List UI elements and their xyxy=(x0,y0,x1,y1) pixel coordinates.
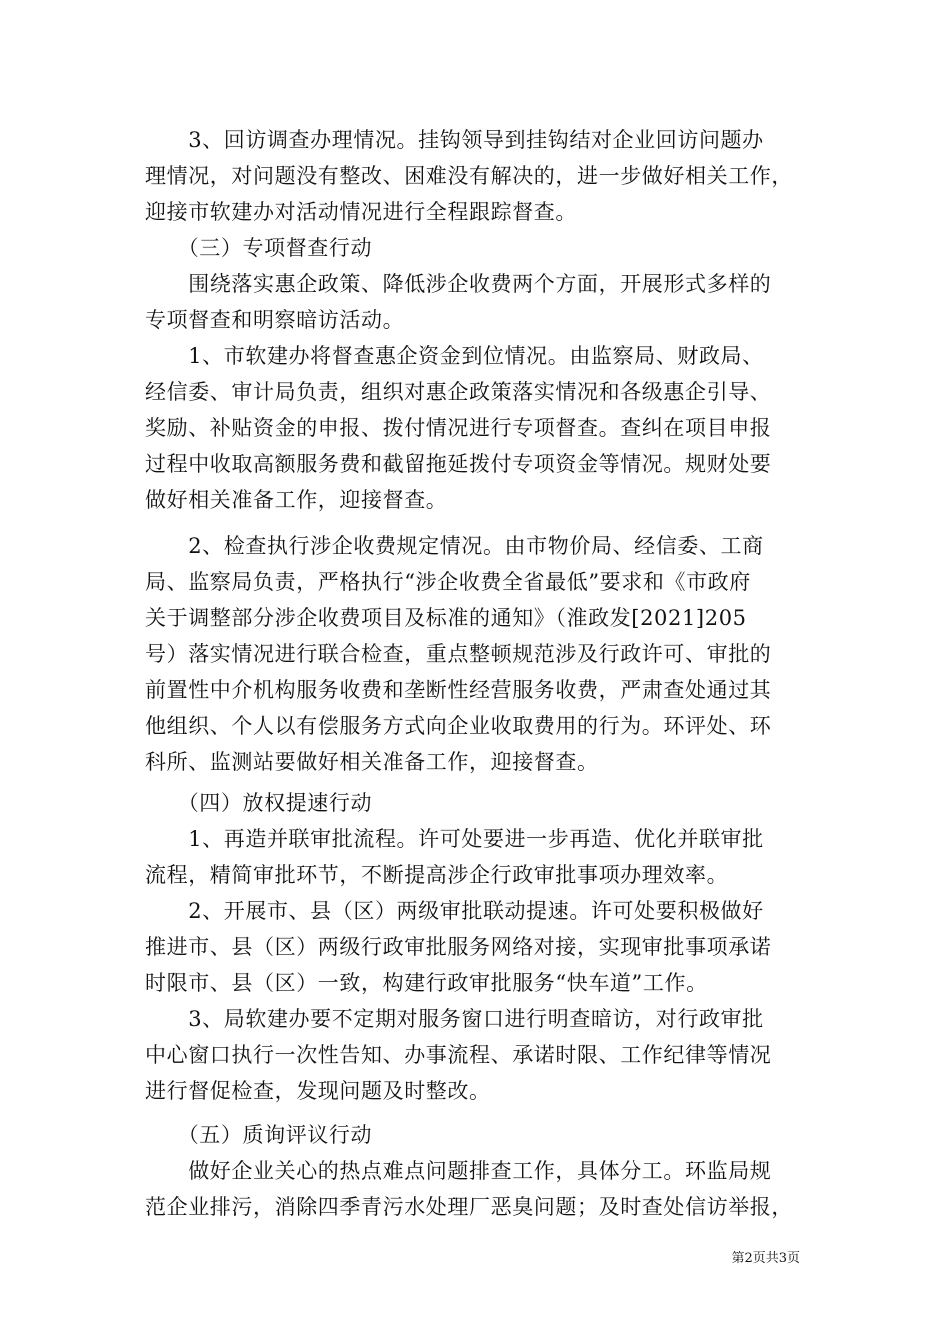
text-line: 专项督查和明察暗访活动。 xyxy=(145,308,405,332)
text-line: 2、检查执行涉企收费规定情况。由市物价局、经信委、工商 xyxy=(145,534,764,558)
text-line: 号）落实情况进行联合检查，重点整顿规范涉及行政许可、审批的 xyxy=(145,642,772,666)
text-line: 经信委、审计局负责，组织对惠企政策落实情况和各级惠企引导、 xyxy=(145,380,772,404)
text-line: 迎接市软建办对活动情况进行全程跟踪督查。 xyxy=(145,200,577,224)
text-line: 进行督促检查，发现问题及时整改。 xyxy=(145,1079,491,1103)
text-line: 中心窗口执行一次性告知、办事流程、承诺时限、工作纪律等情况 xyxy=(145,1043,772,1067)
text-line: 时限市、县（区）一致，构建行政审批服务“快车道”工作。 xyxy=(145,971,708,995)
text-line: 做好相关准备工作，迎接督查。 xyxy=(145,488,448,512)
text-line: 3、回访调查办理情况。挂钩领导到挂钩结对企业回访问题办 xyxy=(145,128,764,152)
text-line: 2、开展市、县（区）两级审批联动提速。许可处要积极做好 xyxy=(145,899,764,923)
section-heading: （五）质询评议行动 xyxy=(145,1123,373,1147)
text-line: 科所、监测站要做好相关准备工作，迎接督查。 xyxy=(145,750,599,774)
text-line: 理情况，对问题没有整改、困难没有解决的，进一步做好相关工作， xyxy=(145,164,793,188)
section-heading: （四）放权提速行动 xyxy=(145,791,373,815)
text-line: 流程，精简审批环节，不断提高涉企行政审批事项办理效率。 xyxy=(145,863,729,887)
text-line: 范企业排污，消除四季青污水处理厂恶臭问题；及时查处信访举报， xyxy=(145,1195,793,1219)
text-line: 推进市、县（区）两级行政审批服务网络对接，实现审批事项承诺 xyxy=(145,935,772,959)
text-line: 前置性中介机构服务收费和垄断性经营服务收费，严肃查处通过其 xyxy=(145,678,772,702)
text-line: 3、局软建办要不定期对服务窗口进行明查暗访，对行政审批 xyxy=(145,1007,764,1031)
text-line: 奖励、补贴资金的申报、拨付情况进行专项督查。查纠在项目申报 xyxy=(145,416,772,440)
text-line: 围绕落实惠企政策、降低涉企收费两个方面，开展形式多样的 xyxy=(145,272,772,296)
page-number-footer: 第2页共3页 xyxy=(731,1251,800,1266)
section-heading: （三）专项督查行动 xyxy=(145,236,373,260)
text-line: 关于调整部分涉企收费项目及标准的通知》（淮政发[2021]205 xyxy=(145,606,747,630)
text-line: 做好企业关心的热点难点问题排查工作，具体分工。环监局规 xyxy=(145,1159,772,1183)
text-line: 1、再造并联审批流程。许可处要进一步再造、优化并联审批 xyxy=(145,827,764,851)
text-line: 过程中收取高额服务费和截留拖延拨付专项资金等情况。规财处要 xyxy=(145,452,772,476)
text-line: 他组织、个人以有偿服务方式向企业收取费用的行为。环评处、环 xyxy=(145,714,772,738)
text-line: 局、监察局负责，严格执行“涉企收费全省最低”要求和《市政府 xyxy=(145,570,751,594)
text-line: 1、市软建办将督查惠企资金到位情况。由监察局、财政局、 xyxy=(145,344,764,368)
